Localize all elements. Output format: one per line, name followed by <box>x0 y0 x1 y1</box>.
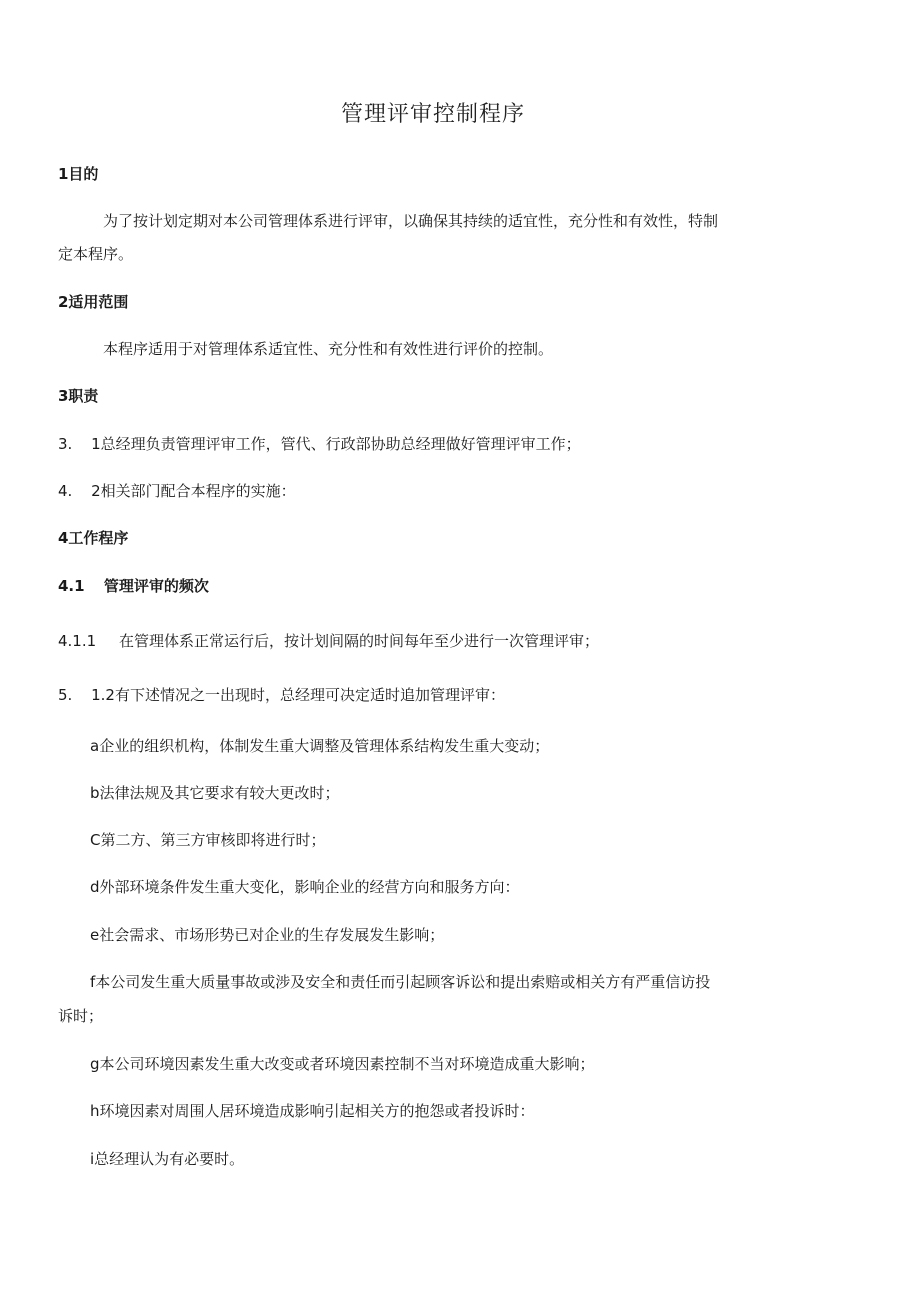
clause-5-number: 5. <box>58 686 73 704</box>
section-4-1-title: 管理评审的频次 <box>103 577 209 595</box>
clause-4-1-1 <box>58 631 599 651</box>
section-1-paragraph-line-1: 为了按计划定期对本公司管理体系进行评审，以确保其持续的适宜性，充分性和有效性，特制 <box>103 212 719 230</box>
section-3-heading: 3职责 <box>58 387 99 405</box>
clause-5-text: 1.2有下述情况之一出现时，总经理可决定适时追加管理评审： <box>91 686 505 704</box>
document-title: 管理评审控制程序 <box>340 102 525 127</box>
section-3-item-2-text: 2相关部门配合本程序的实施： <box>91 482 296 500</box>
section-2-paragraph: 本程序适用于对管理体系适宜性、充分性和有效性进行评价的控制。 <box>103 340 554 358</box>
section-2-heading: 2适用范围 <box>58 293 129 311</box>
list-item-a: a企业的组织机构，体制发生重大调整及管理体系结构发生重大变动； <box>90 737 550 755</box>
section-3-item-2 <box>58 481 296 501</box>
list-item-c: C第二方、第三方审核即将进行时； <box>90 831 326 849</box>
clause-5 <box>58 685 505 705</box>
list-item-d: d外部环境条件发生重大变化，影响企业的经营方向和服务方向： <box>90 878 520 896</box>
section-3-item-1-text: 1总经理负责管理评审工作，管代、行政部协助总经理做好管理评审工作； <box>91 435 581 453</box>
list-item-i: i总经理认为有必要时。 <box>90 1150 245 1168</box>
section-4-heading: 4工作程序 <box>58 529 129 547</box>
list-item-f-line-1: f本公司发生重大质量事故或涉及安全和责任而引起顾客诉讼和提出索赔或相关方有严重信访投 <box>90 973 711 991</box>
clause-4-1-1-text: 在管理体系正常运行后，按计划间隔的时间每年至少进行一次管理评审； <box>118 632 599 650</box>
list-item-b: b法律法规及其它要求有较大更改时； <box>90 784 340 802</box>
list-item-f-line-2: 诉时； <box>58 1007 104 1025</box>
clause-4-1-1-number: 4.1.1 <box>58 632 97 650</box>
section-1-heading: 1目的 <box>58 165 99 183</box>
section-4-1-heading <box>58 576 209 596</box>
list-item-e: e社会需求、市场形势已对企业的生存发展发生影响； <box>90 926 445 944</box>
section-3-item-1 <box>58 434 581 454</box>
section-3-item-1-number: 3. <box>58 435 73 453</box>
list-item-h: h环境因素对周围人居环境造成影响引起相关方的抱怨或者投诉时： <box>90 1102 535 1120</box>
section-3-item-2-number: 4. <box>58 482 73 500</box>
list-item-g: g本公司环境因素发生重大改变或者环境因素控制不当对环境造成重大影响； <box>90 1055 595 1073</box>
section-4-1-number: 4.1 <box>58 577 85 595</box>
section-1-paragraph-line-2: 定本程序。 <box>58 245 134 263</box>
